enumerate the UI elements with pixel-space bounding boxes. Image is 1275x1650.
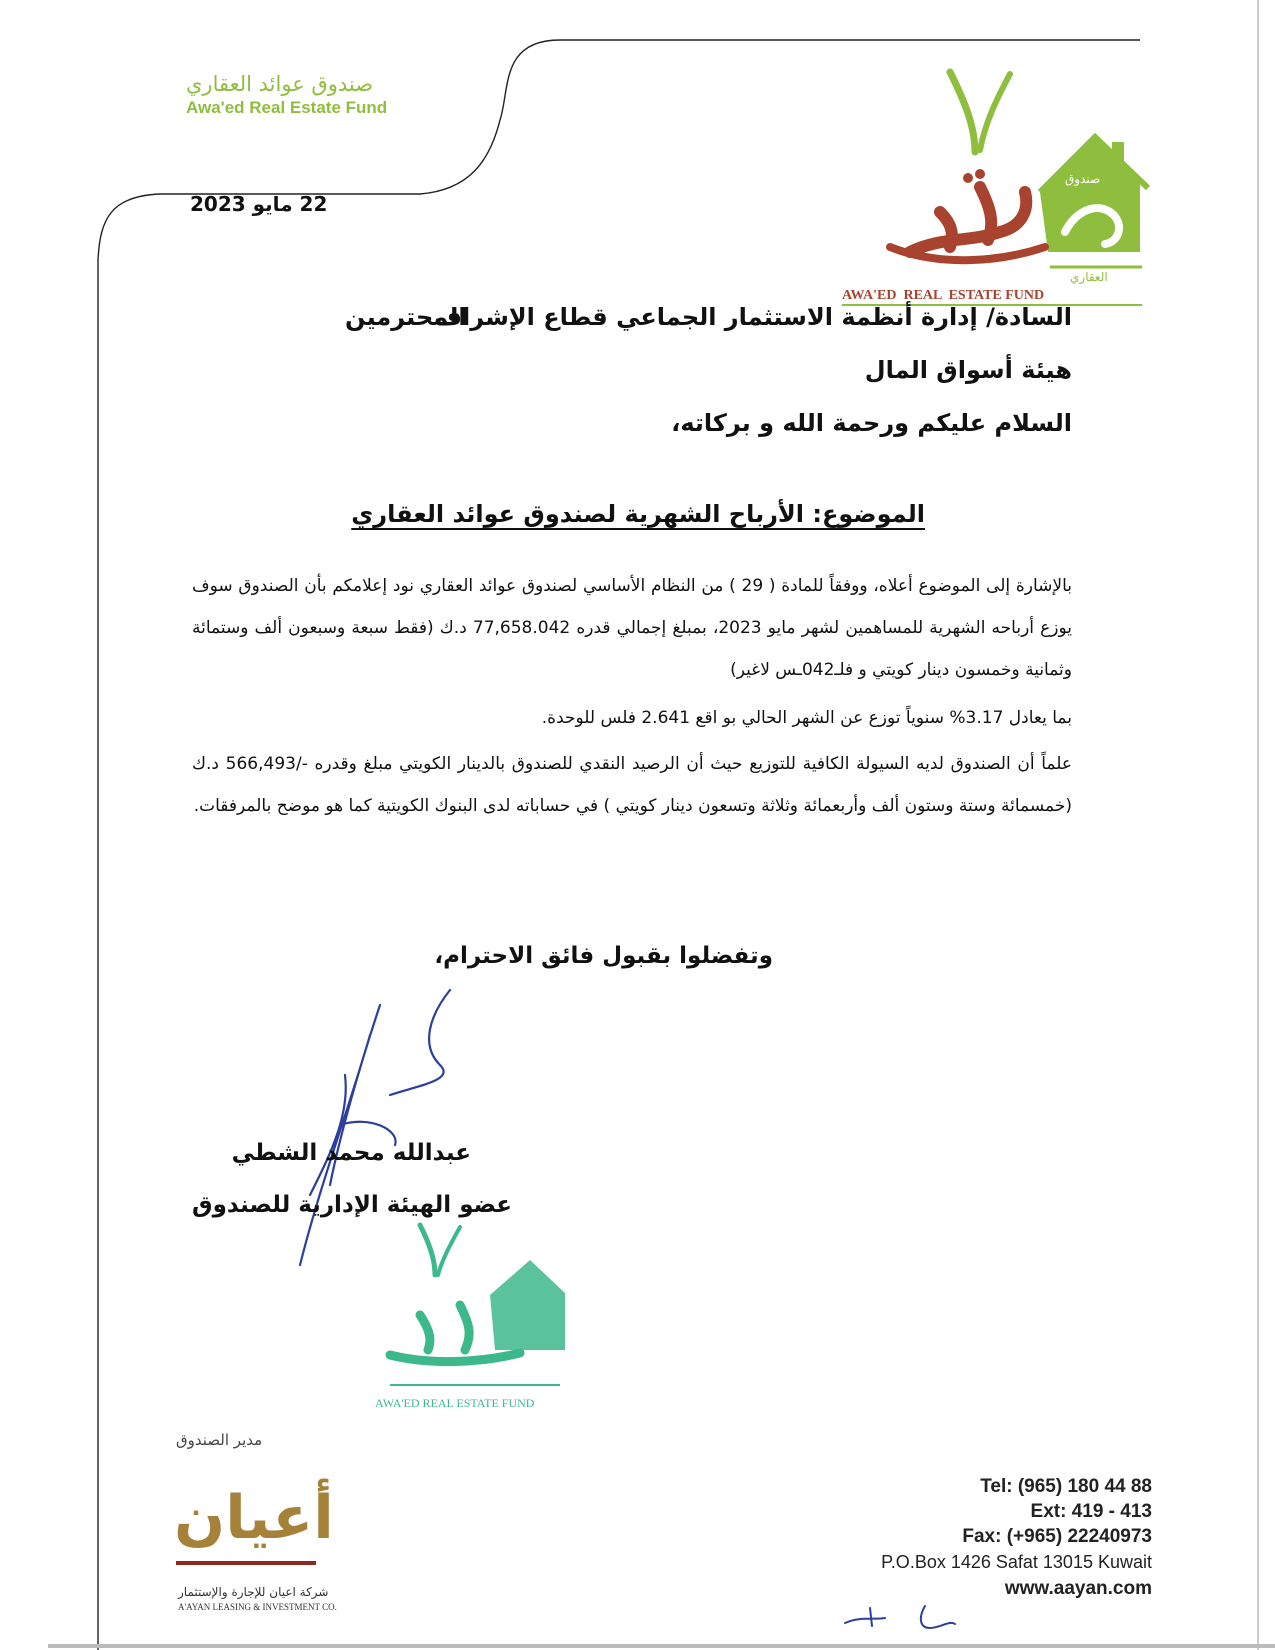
- logo-caption-english: AWA'ED REAL ESTATE FUND: [842, 288, 1142, 306]
- signatory-name: عبدالله محمد الشطي: [231, 1140, 471, 1166]
- greeting: السلام عليكم ورحمة الله و بركاته،: [671, 409, 1072, 437]
- contact-fax: Fax: (+965) 22240973: [962, 1526, 1152, 1547]
- body-paragraph-2: بما يعادل 3.17% سنوياً توزع عن الشهر الحالي بو اقع 2.641 فلس للوحدة.: [541, 708, 1072, 728]
- awaed-logo: [842, 62, 1150, 312]
- contact-ext: Ext: 419 - 413: [1030, 1501, 1152, 1522]
- body-paragraph-1: بالإشارة إلى الموضوع أعلاه، ووفقاً للمادة ( 29 ) من النظام الأساسي لصندوق عوائد العقاري نود إعلامكم بأن الصندوق سوف يوزع أرباحه الشهرية للمساهمين لشهر مايو 2023، بمبلغ إجمالي قدره 77,658.042 د.ك (فقط سبعة وسبعون ألف وستمائة وثمانية وخمسون دينار كويتي و فلـ042ـس لاغير): [192, 576, 1072, 680]
- initials-signature: [840, 1598, 970, 1638]
- fund-stamp: [375, 1215, 580, 1415]
- signatory-title: عضو الهيئة الإدارية للصندوق: [192, 1192, 512, 1218]
- letter-subject: الموضوع: الأرباح الشهرية لصندوق عوائد العقاري: [351, 500, 925, 528]
- logo-brand-text: [940, 202, 942, 203]
- recipient-line-2: هيئة أسواق المال: [864, 356, 1072, 384]
- fund-name-english-logo: Awa'ed Real Estate Fund: [186, 98, 388, 117]
- recipient-honorific: المحترمين: [345, 303, 467, 331]
- recipient-line-1: السادة/ إدارة أنظمة الاستثمار الجماعي قطاع الإشراف: [434, 303, 1072, 331]
- aayan-logo-rule: [176, 1561, 316, 1565]
- stamp-brand-text: [380, 1215, 382, 1216]
- body-paragraph-3: علماً أن الصندوق لديه السيولة الكافية للتوزيع حيث أن الرصيد النقدي للصندوق بالدينار الكويتي مبلغ وقدره -/566,493 د.ك (خمسمائة وستة وستون ألف وأربعمائة وثلاثة وتسعون دينار كويتي ) في حساباته لدى البنوك الكويتية كما هو موضح بالمرفقات.: [192, 754, 1073, 816]
- contact-website[interactable]: www.aayan.com: [1004, 1578, 1152, 1599]
- logo-small-top-text: صندوق: [1065, 172, 1101, 186]
- contact-pobox: P.O.Box 1426 Safat 13015 Kuwait: [881, 1552, 1152, 1572]
- closing-line: وتفضلوا بقبول فائق الاحترام،: [434, 943, 773, 969]
- contact-tel: Tel: (965) 180 44 88: [980, 1476, 1152, 1497]
- stamp-caption: AWA'ED REAL ESTATE FUND: [375, 1396, 535, 1410]
- aayan-logo-text: أعيان: [174, 1483, 334, 1553]
- awaed-logo-graphic: [880, 62, 1150, 312]
- logo-small-bottom-text: العقاري: [1070, 270, 1108, 284]
- aayan-subtitle-english: A'AYAN LEASING & INVESTMENT CO.: [178, 1602, 337, 1612]
- letter-date: 22 مايو 2023: [190, 192, 328, 216]
- fund-name-arabic-logo: صندوق عوائد العقاري: [186, 72, 374, 96]
- manager-label: مدير الصندوق: [176, 1431, 263, 1449]
- stamp-graphic: [380, 1215, 580, 1415]
- aayan-subtitle-arabic: شركة اعيان للإجارة والإستثمار: [178, 1585, 329, 1599]
